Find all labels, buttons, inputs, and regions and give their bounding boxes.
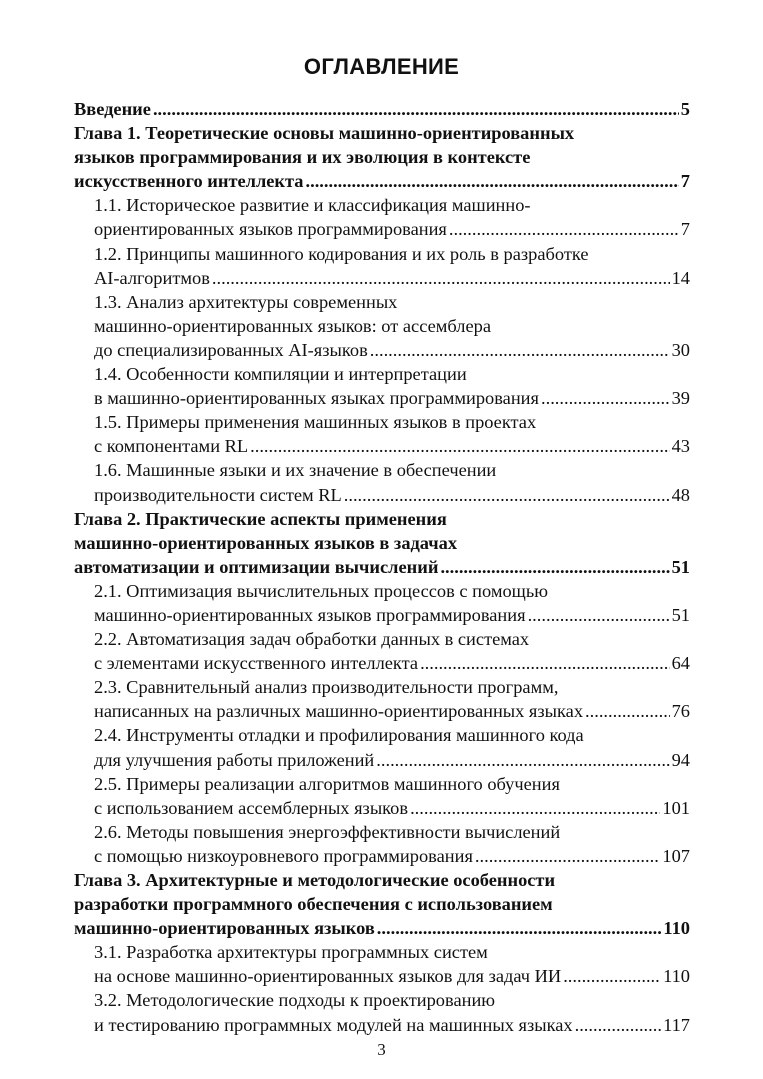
toc-entry-text: с элементами искусственного интеллекта xyxy=(94,653,419,674)
toc-page-number: 64 xyxy=(671,653,690,674)
dot-leader xyxy=(449,217,679,241)
toc-entry-last-line xyxy=(94,844,690,868)
toc-page-number: 51 xyxy=(671,556,690,577)
dot-leader xyxy=(370,338,670,362)
toc-page-number: 107 xyxy=(662,845,690,866)
toc-entry-last-line xyxy=(94,386,690,410)
toc-entry-line: 2.6. Методы повышения энергоэффективности вычислений xyxy=(94,821,561,842)
toc-entry-line: Глава 1. Теоретические основы машинно-ориентированных xyxy=(74,123,575,144)
page-title: ОГЛАВЛЕНИЕ xyxy=(303,54,460,79)
toc-entry-last-line xyxy=(94,796,690,820)
toc-page-number: 51 xyxy=(671,604,690,625)
toc-entry-last-line xyxy=(94,483,690,507)
toc-entry-text: с помощью низкоуровневого программирования xyxy=(94,845,473,866)
toc-page-number: 7 xyxy=(680,219,690,240)
toc-entry-line: машинно-ориентированных языков: от ассемблера xyxy=(94,315,491,336)
toc-entry-line: 1.3. Анализ архитектуры современных xyxy=(94,291,398,312)
toc-entry-text: в машинно-ориентированных языках программирования xyxy=(94,388,539,409)
dot-leader xyxy=(585,699,670,723)
toc-entry-text: до специализированных AI-языков xyxy=(94,339,368,360)
toc-page-number: 39 xyxy=(671,388,690,409)
toc-entry-line: 1.6. Машинные языки и их значение в обеспечении xyxy=(94,460,497,481)
toc-entry-line: 1.5. Примеры применения машинных языков в проектах xyxy=(94,412,537,433)
dot-leader xyxy=(153,97,679,121)
dot-leader xyxy=(410,796,660,820)
toc-entry-text: и тестированию программных модулей на машинных языках xyxy=(94,1014,573,1035)
toc-section-entry[interactable] xyxy=(74,940,690,988)
toc-entry-line: 1.2. Принципы машинного кодирования и их роль в разработке xyxy=(94,243,589,264)
toc-section-entry[interactable] xyxy=(74,627,690,675)
dot-leader xyxy=(420,651,670,675)
dot-leader xyxy=(377,916,662,940)
dot-leader xyxy=(344,483,670,507)
toc-entry-line: разработки программного обеспечения с использованием xyxy=(74,894,553,915)
toc-page-number: 5 xyxy=(680,99,690,119)
toc-entry-last-line xyxy=(74,555,690,579)
dot-leader xyxy=(212,266,670,290)
dot-leader xyxy=(250,434,669,458)
toc-section-entry[interactable] xyxy=(74,772,690,820)
toc-entry-line: 1.1. Историческое развитие и классификация машинно- xyxy=(94,195,531,216)
toc-entry-last-line xyxy=(74,97,690,121)
toc-entry-last-line xyxy=(94,651,690,675)
toc-entry-last-line xyxy=(74,169,690,193)
toc-entry-last-line xyxy=(94,1013,690,1037)
toc-entry-text: ориентированных языков программирования xyxy=(94,219,447,240)
table-of-contents xyxy=(74,97,690,1037)
toc-entry-text: на основе машинно-ориентированных языков для задач ИИ xyxy=(94,966,562,987)
toc-section-entry[interactable] xyxy=(74,410,690,458)
toc-entry-last-line xyxy=(94,748,690,772)
toc-page-number: 94 xyxy=(671,749,690,770)
toc-chapter-entry[interactable] xyxy=(74,868,690,940)
toc-entry-last-line xyxy=(94,266,690,290)
toc-page-number: 117 xyxy=(663,1014,690,1035)
toc-entry-text: с использованием ассемблерных языков xyxy=(94,797,409,818)
toc-entry-last-line xyxy=(94,964,690,988)
toc-page-number: 14 xyxy=(671,267,690,288)
toc-entry-text: написанных на различных машинно-ориентированных языках xyxy=(94,701,584,722)
toc-entry-line: 3.1. Разработка архитектуры программных систем xyxy=(94,942,488,963)
toc-entry-line: 1.4. Особенности компиляции и интерпретации xyxy=(94,364,467,385)
toc-page-number: 101 xyxy=(662,797,690,818)
toc-entry-text: для улучшения работы приложений xyxy=(94,749,375,770)
toc-entry-last-line xyxy=(94,338,690,362)
toc-entry-last-line xyxy=(94,434,690,458)
toc-entry-line: языков программирования и их эволюция в контексте xyxy=(74,147,531,168)
toc-entry-line: 2.1. Оптимизация вычислительных процессов с помощью xyxy=(94,580,548,601)
toc-chapter-entry[interactable] xyxy=(74,507,690,579)
dot-leader xyxy=(475,844,661,868)
toc-section-entry[interactable] xyxy=(74,579,690,627)
page-number: 3 xyxy=(377,1040,386,1059)
dot-leader xyxy=(563,964,661,988)
toc-section-entry[interactable] xyxy=(74,458,690,506)
toc-entry-line: 2.3. Сравнительный анализ производительности программ, xyxy=(94,677,559,698)
toc-section-entry[interactable] xyxy=(74,820,690,868)
toc-entry-text: искусственного интеллекта xyxy=(74,171,304,192)
toc-entry-line: 2.5. Примеры реализации алгоритмов машинного обучения xyxy=(94,773,560,794)
toc-section-entry[interactable] xyxy=(74,193,690,241)
toc-page-number: 110 xyxy=(663,966,690,987)
toc-entry-text: машинно-ориентированных языков программирования xyxy=(94,604,526,625)
dot-leader xyxy=(528,603,670,627)
dot-leader xyxy=(440,555,669,579)
toc-page-number: 30 xyxy=(671,339,690,360)
toc-entry-line: машинно-ориентированных языков в задачах xyxy=(74,532,458,553)
toc-chapter-entry[interactable] xyxy=(74,97,690,121)
dot-leader xyxy=(376,748,669,772)
toc-section-entry[interactable] xyxy=(74,675,690,723)
toc-entry-line: 3.2. Методологические подходы к проектированию xyxy=(94,990,496,1011)
toc-page-number: 7 xyxy=(680,171,690,192)
toc-page-number: 110 xyxy=(663,918,690,939)
toc-entry-line: Глава 3. Архитектурные и методологические особенности xyxy=(74,870,556,890)
toc-section-entry[interactable] xyxy=(74,290,690,362)
toc-section-entry[interactable] xyxy=(74,723,690,771)
dot-leader xyxy=(541,386,670,410)
toc-entry-line: 2.4. Инструменты отладки и профилирования машинного кода xyxy=(94,725,584,746)
toc-entry-text: AI-алгоритмов xyxy=(94,267,210,288)
toc-page-number: 76 xyxy=(671,701,690,722)
toc-page-number: 48 xyxy=(671,484,690,505)
toc-entry-last-line xyxy=(94,699,690,723)
toc-entry-line: 2.2. Автоматизация задач обработки данных в системах xyxy=(94,629,530,650)
toc-page-number: 43 xyxy=(671,436,690,457)
toc-entry-text: Введение xyxy=(74,99,151,119)
toc-entry-text: с компонентами RL xyxy=(94,436,249,457)
toc-entry-last-line xyxy=(74,916,690,940)
toc-entry-text: автоматизации и оптимизации вычислений xyxy=(74,556,439,577)
dot-leader xyxy=(306,169,679,193)
toc-entry-line: Глава 2. Практические аспекты применения xyxy=(74,508,447,529)
toc-section-entry[interactable] xyxy=(74,242,690,290)
toc-entry-text: производительности систем RL xyxy=(94,484,342,505)
toc-section-entry[interactable] xyxy=(74,988,690,1036)
dot-leader xyxy=(575,1013,662,1037)
toc-entry-last-line xyxy=(94,603,690,627)
toc-section-entry[interactable] xyxy=(74,362,690,410)
toc-entry-last-line xyxy=(94,217,690,241)
toc-chapter-entry[interactable] xyxy=(74,121,690,193)
toc-entry-text: машинно-ориентированных языков xyxy=(74,918,375,939)
